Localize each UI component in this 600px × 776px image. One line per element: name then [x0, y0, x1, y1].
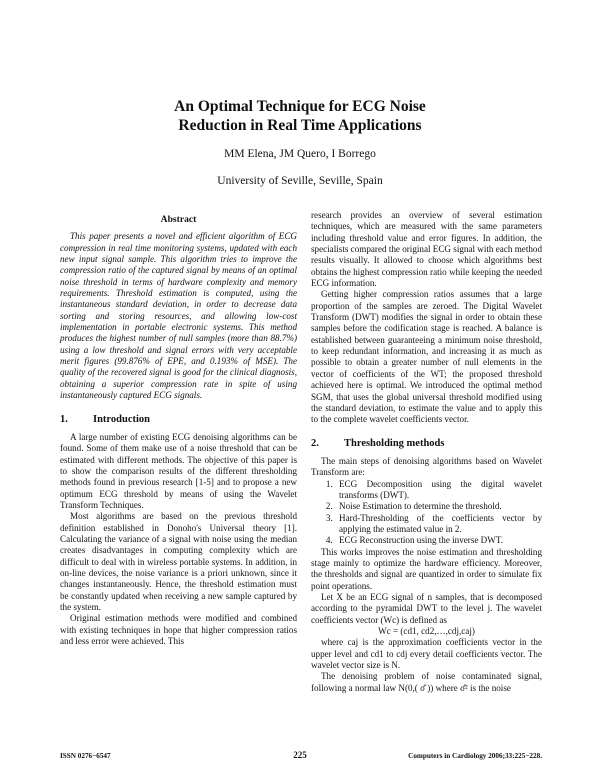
paragraph: The main steps of denoising algorithms based on Wavelet Transform are: — [311, 455, 542, 478]
issn: ISSN 0276−6547 — [60, 752, 111, 760]
paragraph: Original estimation methods were modified and combined with existing techniques in hope that higher compression ratios and less error were achieved. This — [60, 613, 297, 647]
authors: MM Elena, JM Quero, I Borrego — [224, 148, 376, 160]
section-2-title: Thresholding methods — [344, 437, 445, 449]
steps-list — [311, 479, 542, 547]
title-line-2: Reduction in Real Time Applications — [178, 117, 422, 134]
paragraph: A large number of existing ECG denoising algorithms can be found. Some of them make use of a noise threshold that can be estimated with different methods. The objective of this paper is to show the comparison results of the different thresholding methods found in previous research [1-5] and to propose a new optimum ECG threshold by means of using the Wavelet Transform Techniques. — [60, 431, 297, 510]
section-1-heading — [60, 414, 297, 425]
equation: Wc = (cd1, cd2,…,cdj,caj) — [378, 626, 475, 637]
paragraph: where caj is the approximation coefficients vector in the upper level and cd1 to cdj every detail coefficients vector. The wavelet vector size is N. — [311, 637, 542, 671]
journal-citation: Computers in Cardiology 2006;33:225−228. — [408, 752, 542, 760]
paper-title — [0, 97, 600, 135]
list-item: 2. Noise Estimation to determine the threshold. — [335, 501, 542, 512]
section-2-number: 2. — [311, 437, 319, 449]
paragraph: research provides an overview of several estimation techniques, which are measured with the same parameters including threshold value and error figures. In addition, the specialists compared the original ECG signal with each method results visually. It allowed to choose which algorithms best obtains the highest compression ratio while keeping the needed ECG information. — [311, 210, 542, 289]
affiliation: University of Seville, Seville, Spain — [217, 175, 383, 187]
section-1-title: Introduction — [93, 413, 150, 425]
list-item: 3. Hard-Thresholding of the coefficients vector by applying the estimated value in 2. — [335, 513, 542, 536]
paragraph: The denoising problem of noise contaminated signal, following a normal law N(0,( σ̂ )) where σ̂² is the noise — [311, 671, 542, 693]
page-number: 225 — [293, 750, 307, 760]
paragraph: Most algorithms are based on the previous threshold definition established in Donoho's Universal theory [1]. Calculating the variance of a signal with noise using the median creates disadvantages in computing complexity which are difficult to deal with in wireless portable systems. In addition, in on-line devices, the noise variance is a priori unknown, since it changes instantaneously. Hence, the threshold estimation must be constantly updated when receiving a new sample captured by the system. — [60, 511, 297, 612]
paragraph: Getting higher compression ratios assumes that a large proportion of the samples are zeroed. The Digital Wavelet Transform (DWT) modifies the signal in order to obtain these samples before the codification stage is reached. A balance is established between guaranteeing a minimum noise threshold, to keep redundant information, and increasing it as much as possible to obtain a greater number of null elements in the vector of coefficients of the WT; the proposed threshold achieved here is optimal. We introduced the optimal method SGM, that uses the global universal threshold modified using the standard deviation, to estimate the value and to apply this to the complete wavelet coefficients vector. — [311, 289, 542, 425]
left-column — [60, 214, 297, 647]
list-item: 1. ECG Decomposition using the digital wavelet transforms (DWT). — [335, 479, 542, 502]
abstract-heading: Abstract — [160, 214, 197, 225]
paragraph: This works improves the noise estimation and thresholding stage mainly to optimize the hardware efficiency. Moreover, the thresholds and signal are quantized in order to simulate fix point operations. — [311, 546, 542, 591]
list-item: 4. ECG Reconstruction using the inverse DWT. — [335, 535, 542, 546]
title-line-1: An Optimal Technique for ECG Noise — [174, 98, 426, 115]
right-column — [311, 210, 542, 694]
section-2-heading — [311, 438, 542, 449]
abstract-text: This paper presents a novel and efficient algorithm of ECG compression in real time monitoring systems, updated with each new input signal sample. This algorithm tries to improve the compression ratio of the captured signal by means of an optimal noise threshold in terms of hardware complexity and memory requirements. Threshold estimation is computed, using the instantaneous standard deviation, in order to decrease data sorting and storing resources, and allowing low-cost implementation in portable electronic systems. This method produces the highest number of null samples (more than 88.7%) using a low threshold and signal errors with very acceptable merit figures (99.876% of EPE, and 0.193% of MSE). The quality of the recovered signal is good for the clinical diagnosis, obtaining a superior compression rate in spite of using instantaneously captured ECG signals. — [60, 231, 297, 401]
paragraph: Let X be an ECG signal of n samples, that is decomposed according to the pyramidal DWT to the level j. The wavelet coefficients vector (Wc) is defined as — [311, 592, 542, 625]
section-1-number: 1. — [60, 413, 68, 425]
